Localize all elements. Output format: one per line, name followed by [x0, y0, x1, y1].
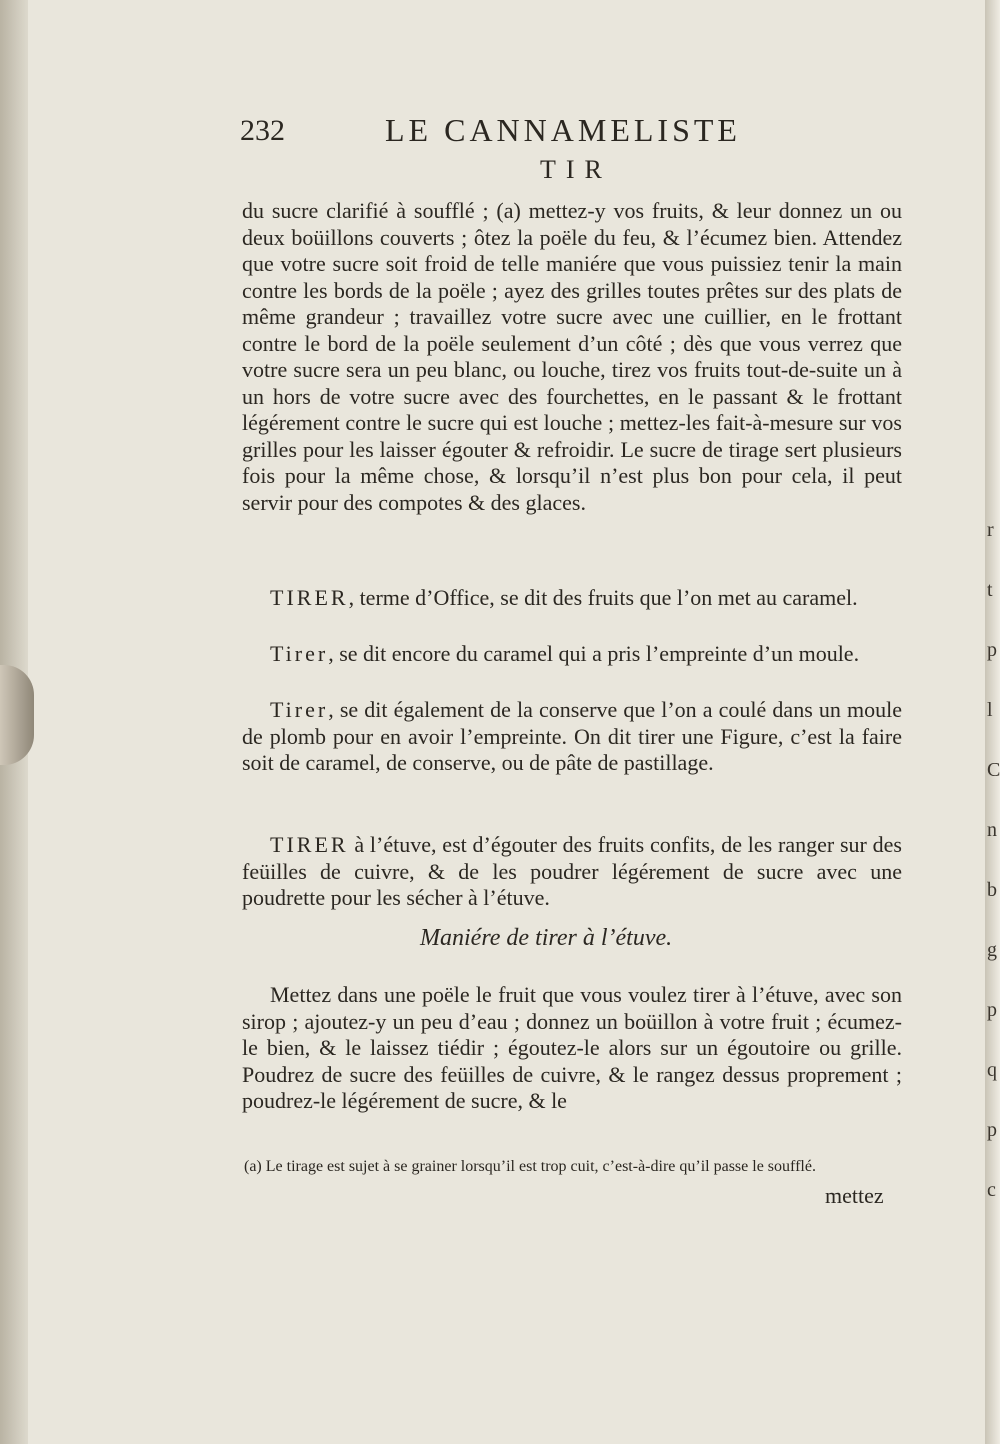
running-title: LE CANNAMELISTE	[385, 112, 741, 148]
paragraph-tirer-etuve	[242, 832, 902, 912]
paragraph-tirer-conserve	[242, 697, 902, 777]
book-clasp	[0, 665, 34, 765]
subheading: Maniére de tirer à l’étuve.	[420, 925, 673, 951]
section-head: TIR	[540, 155, 612, 184]
entry-head: Tirer	[270, 697, 329, 722]
paragraph-text: à l’étuve, est d’égouter des fruits confits, de les ranger sur des feüilles de cuivre, & de les poudrer légérement de sucre avec une poudrette pour les sécher à l’étuve.	[242, 832, 902, 910]
paragraph-tirer-office	[242, 585, 902, 612]
paragraph-text: du sucre clarifié à soufflé ; (a) mettez-y vos fruits, & leur donnez un ou deux boüillons couverts ; ôtez la poële du feu, & l’écumez bien. Attendez que votre sucre soit froid de telle maniére que vous puissiez tenir la main contre les bords de la poële ; ayez des grilles toutes prêtes sur des plats de même grandeur ; travaillez votre sucre avec une cuillier, en le frottant contre le bord de la poële seulement d’un côté ; dès que vous verrez que votre sucre sera un peu blanc, ou louche, tirez vos fruits tout-de-suite un à un hors de votre sucre avec des fourchettes, en le passant & le frottant légérement contre le sucre qui est louche ; mettez-les fait-à-mesure sur vos grilles pour les laisser égouter & refroidir. Le sucre de tirage sert plusieurs fois pour la même chose, & lorsqu’il n’est plus bon pour cela, il peut servir pour des compotes & des glaces.	[242, 198, 902, 515]
facing-page-letters: r t p l C n b g p q p c	[987, 519, 1000, 1201]
paragraph-text: , terme d’Office, se dit des fruits que l’on met au caramel.	[348, 585, 858, 610]
paragraph-tirer-caramel	[242, 641, 902, 668]
paragraph-text: , se dit encore du caramel qui a pris l’empreinte d’un moule.	[328, 641, 860, 666]
paragraph-tirage	[242, 198, 902, 516]
page-number: 232	[240, 114, 285, 147]
entry-head: TIRER	[270, 585, 349, 610]
catchword: mettez	[825, 1183, 884, 1208]
page-header	[240, 112, 800, 152]
paragraph-text: Mettez dans une poële le fruit que vous voulez tirer à l’étuve, avec son sirop ; ajoutez-y un peu d’eau ; donnez un boüillon à votre fruit ; écumez-le bien, & le laissez tiédir ; égoutez-le alors sur un égoutoire ou grille. Poudrez de sucre des feüilles de cuivre, & le rangez dessus proprement ; poudrez-le légérement de sucre, & le	[242, 982, 902, 1113]
entry-head: TIRER	[270, 832, 349, 857]
entry-head: Tirer	[270, 641, 329, 666]
footnote: (a) Le tirage est sujet à se grainer lorsqu’il est trop cuit, c’est-à-dire qu’il passe le soufflé.	[244, 1158, 816, 1175]
paragraph-text: , se dit également de la conserve que l’on a coulé dans un moule de plomb pour en avoir l’empreinte. On dit tirer une Figure, c’est la faire soit de caramel, de conserve, ou de pâte de pastillage.	[242, 697, 902, 775]
paragraph-maniere	[242, 982, 902, 1115]
